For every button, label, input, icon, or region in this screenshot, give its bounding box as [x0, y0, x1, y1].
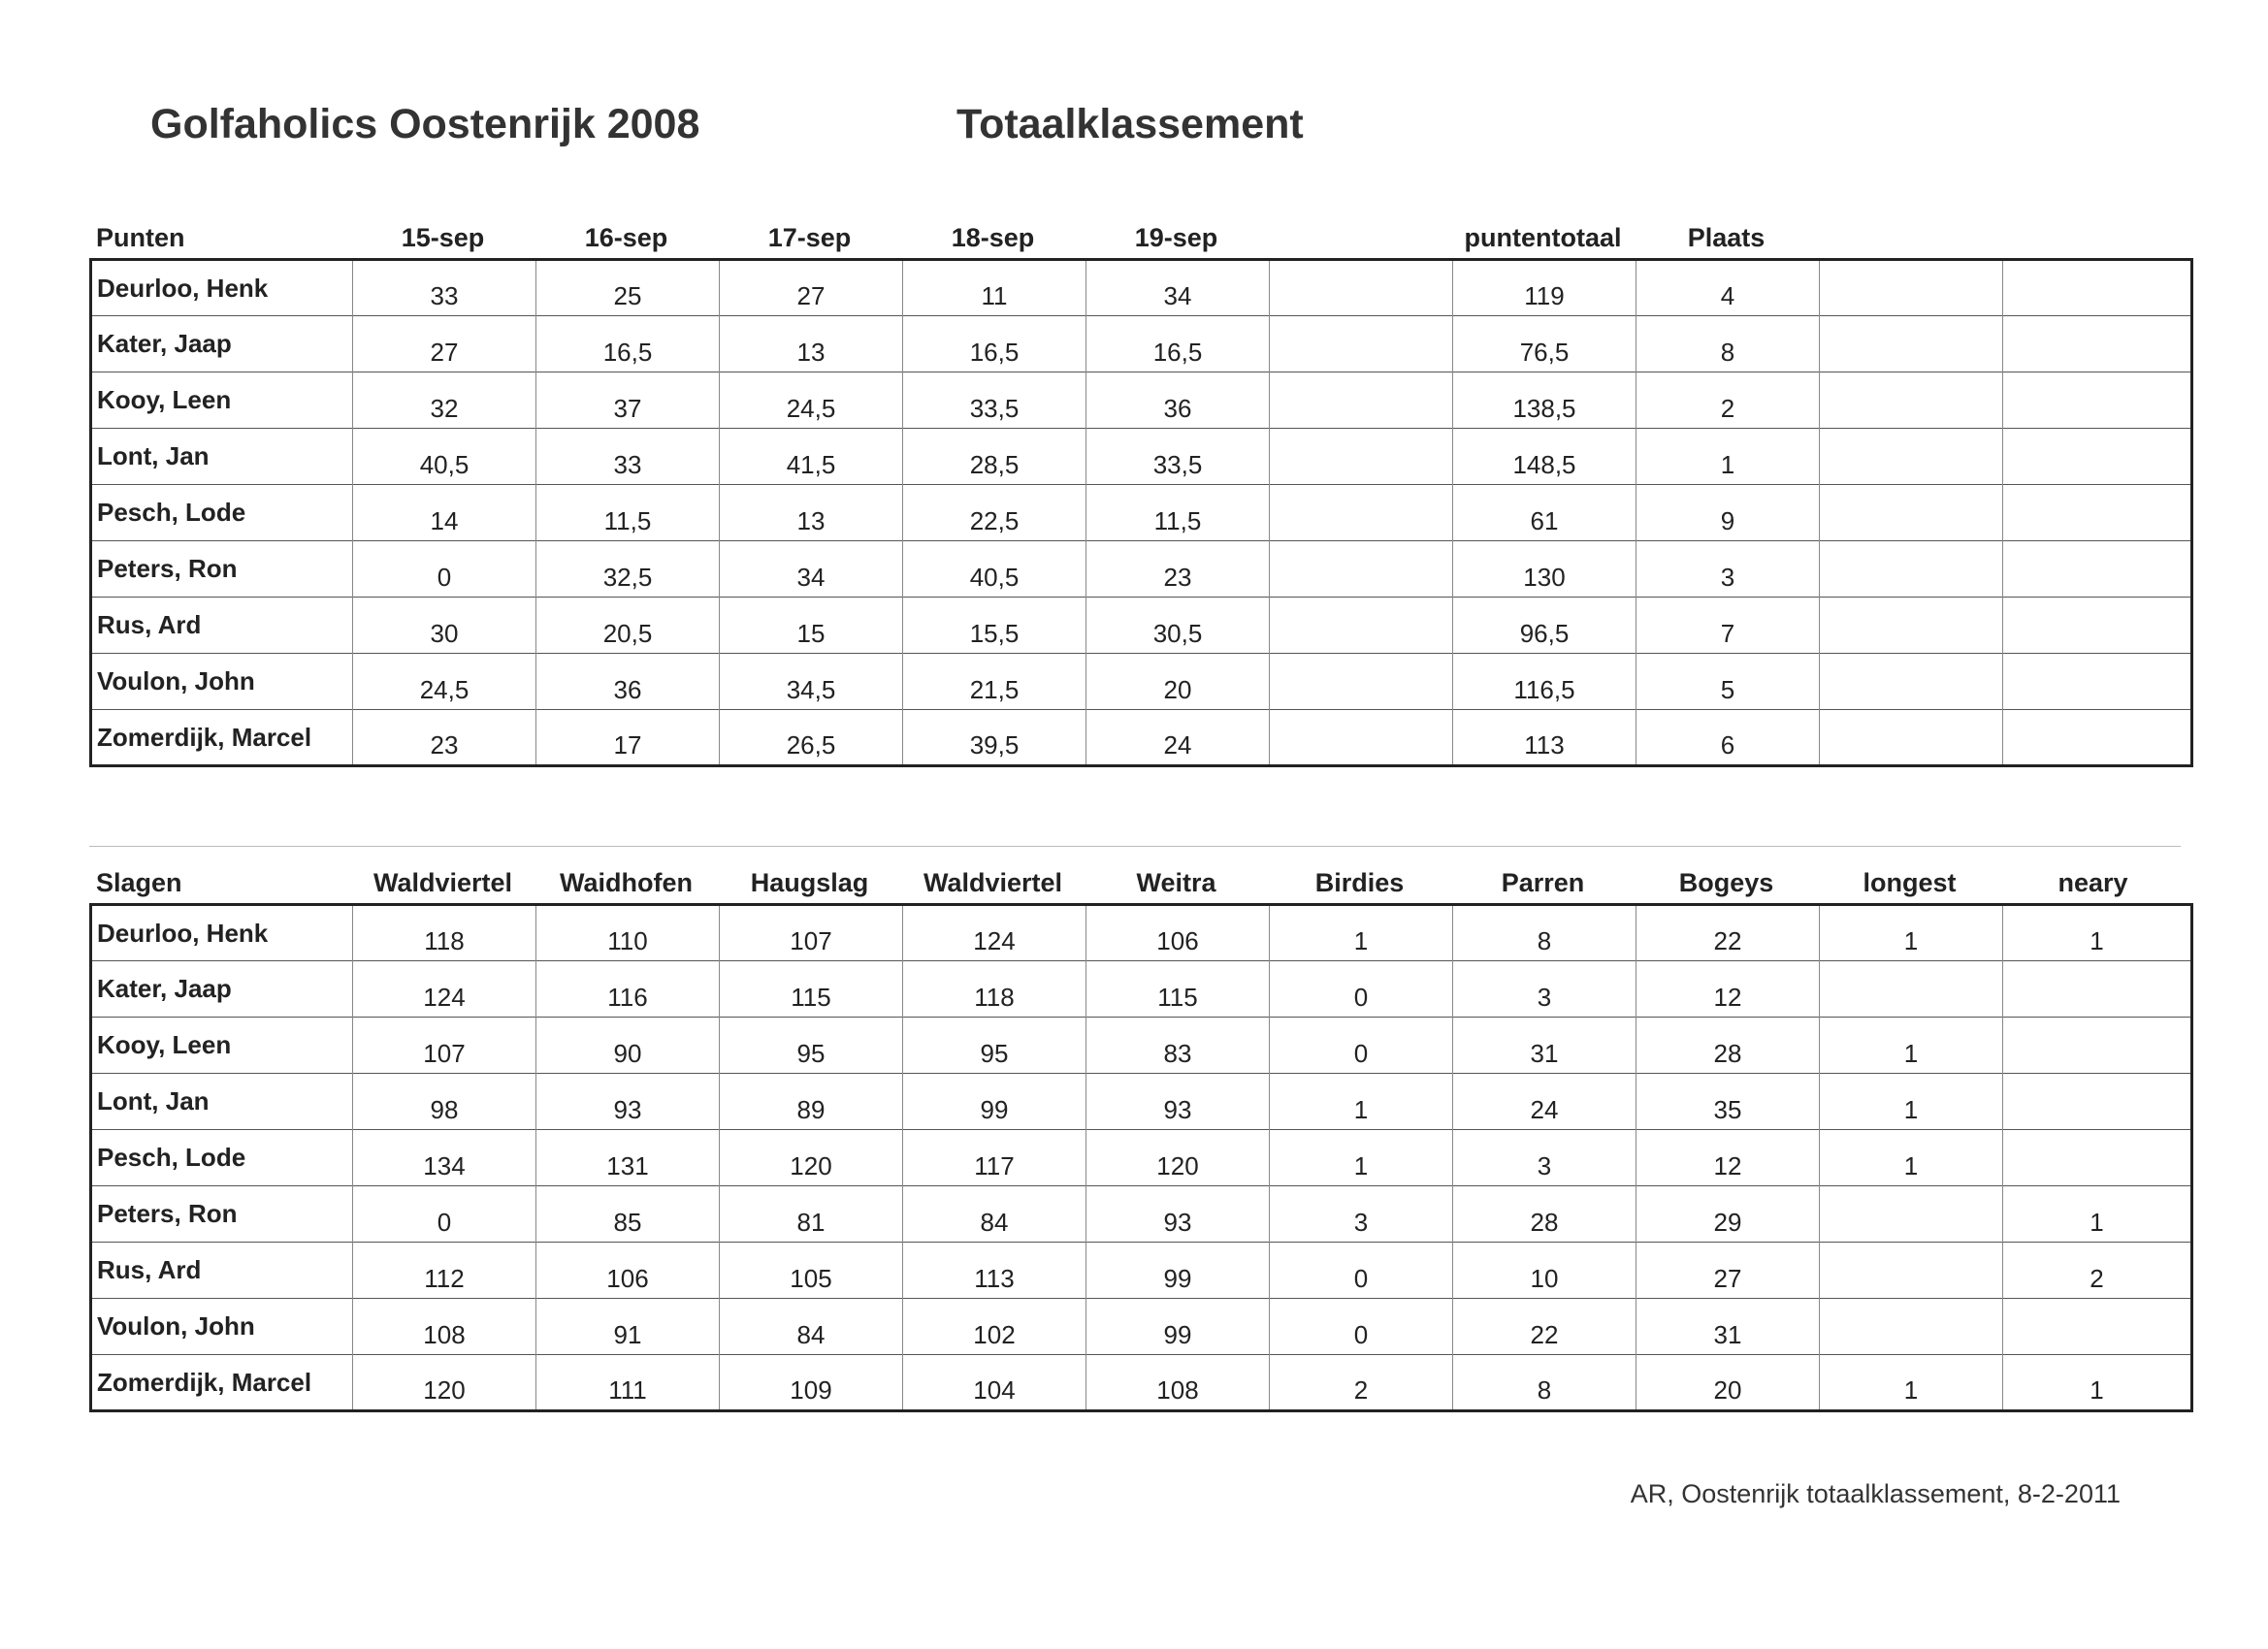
player-name-cell: Lont, Jan	[91, 429, 353, 485]
value-cell: 0	[1270, 1299, 1453, 1355]
value-cell: 93	[1086, 1186, 1270, 1243]
value-cell: 130	[1453, 541, 1636, 598]
value-cell: 112	[353, 1243, 536, 1299]
value-cell	[1270, 372, 1453, 429]
table-row	[91, 654, 2192, 710]
value-cell	[1820, 316, 2003, 372]
value-cell	[1820, 1186, 2003, 1243]
table-row	[91, 1074, 2192, 1130]
value-cell: 120	[1086, 1130, 1270, 1186]
value-cell	[2003, 316, 2192, 372]
punten-header-3: 17-sep	[767, 223, 852, 252]
value-cell: 91	[536, 1299, 720, 1355]
table-row	[91, 598, 2192, 654]
value-cell: 115	[720, 961, 903, 1018]
value-cell	[1820, 598, 2003, 654]
value-cell: 1	[2003, 1186, 2192, 1243]
value-cell	[1820, 485, 2003, 541]
value-cell: 13	[720, 485, 903, 541]
value-cell	[2003, 598, 2192, 654]
value-cell: 115	[1086, 961, 1270, 1018]
value-cell: 2	[1270, 1355, 1453, 1411]
value-cell: 12	[1636, 1130, 1820, 1186]
value-cell: 23	[1086, 541, 1270, 598]
value-cell: 1	[1820, 905, 2003, 961]
value-cell: 10	[1453, 1243, 1636, 1299]
player-name-cell: Kooy, Leen	[91, 1018, 353, 1074]
value-cell: 39,5	[903, 710, 1086, 766]
value-cell: 116	[536, 961, 720, 1018]
value-cell: 95	[720, 1018, 903, 1074]
value-cell	[2003, 260, 2192, 316]
value-cell	[2003, 541, 2192, 598]
value-cell: 1	[1270, 905, 1453, 961]
value-cell: 30	[353, 598, 536, 654]
value-cell	[1270, 654, 1453, 710]
value-cell: 2	[2003, 1243, 2192, 1299]
value-cell	[1820, 654, 2003, 710]
value-cell: 13	[720, 316, 903, 372]
player-name-cell: Zomerdijk, Marcel	[91, 710, 353, 766]
player-name-cell: Kooy, Leen	[91, 372, 353, 429]
value-cell	[2003, 1018, 2192, 1074]
value-cell: 106	[536, 1243, 720, 1299]
value-cell: 12	[1636, 961, 1820, 1018]
player-name-cell: Pesch, Lode	[91, 485, 353, 541]
value-cell: 24	[1453, 1074, 1636, 1130]
value-cell: 33	[353, 260, 536, 316]
player-name-cell: Pesch, Lode	[91, 1130, 353, 1186]
value-cell: 1	[2003, 905, 2192, 961]
value-cell: 105	[720, 1243, 903, 1299]
table-row	[91, 1299, 2192, 1355]
value-cell: 27	[720, 260, 903, 316]
value-cell: 131	[536, 1130, 720, 1186]
value-cell: 3	[1636, 541, 1820, 598]
value-cell: 1	[1820, 1130, 2003, 1186]
table-row	[91, 961, 2192, 1018]
punten-header-8: Plaats	[1687, 223, 1766, 252]
value-cell	[1820, 429, 2003, 485]
value-cell: 36	[1086, 372, 1270, 429]
value-cell: 26,5	[720, 710, 903, 766]
value-cell: 124	[353, 961, 536, 1018]
value-cell: 118	[903, 961, 1086, 1018]
value-cell: 20	[1086, 654, 1270, 710]
value-cell: 95	[903, 1018, 1086, 1074]
table-row	[91, 1355, 2192, 1411]
value-cell: 24,5	[720, 372, 903, 429]
punten-header-4: 18-sep	[951, 223, 1035, 252]
value-cell: 102	[903, 1299, 1086, 1355]
player-name-cell: Deurloo, Henk	[97, 273, 269, 303]
value-cell: 14	[353, 485, 536, 541]
value-cell: 134	[353, 1130, 536, 1186]
value-cell: 120	[353, 1355, 536, 1411]
value-cell: 28	[1636, 1018, 1820, 1074]
table-row	[91, 710, 2192, 766]
value-cell: 84	[720, 1299, 903, 1355]
value-cell: 4	[1636, 260, 1820, 316]
value-cell: 34	[720, 541, 903, 598]
value-cell: 0	[1270, 1018, 1453, 1074]
value-cell: 3	[1453, 1130, 1636, 1186]
table-row	[91, 260, 2192, 316]
value-cell: 111	[536, 1355, 720, 1411]
value-cell: 41,5	[720, 429, 903, 485]
section-divider	[89, 846, 2181, 847]
value-cell: 11,5	[1086, 485, 1270, 541]
punten-header-7: puntentotaal	[1464, 223, 1622, 252]
value-cell: 40,5	[353, 429, 536, 485]
value-cell: 124	[903, 905, 1086, 961]
value-cell: 22,5	[903, 485, 1086, 541]
value-cell: 34,5	[720, 654, 903, 710]
table-row	[91, 1243, 2192, 1299]
slagen-header-4: Waldviertel	[923, 868, 1063, 897]
value-cell	[1270, 316, 1453, 372]
value-cell: 21,5	[903, 654, 1086, 710]
value-cell: 0	[1270, 961, 1453, 1018]
value-cell: 37	[536, 372, 720, 429]
value-cell: 28,5	[903, 429, 1086, 485]
value-cell	[1270, 541, 1453, 598]
value-cell: 36	[536, 654, 720, 710]
value-cell: 113	[1453, 710, 1636, 766]
value-cell	[2003, 372, 2192, 429]
value-cell	[1820, 710, 2003, 766]
document-subtitle: Totaalklassement	[956, 101, 1304, 147]
value-cell	[1820, 961, 2003, 1018]
value-cell: 31	[1636, 1299, 1820, 1355]
slagen-header-7: Parren	[1501, 868, 1585, 897]
punten-header-0: Punten	[96, 223, 185, 252]
value-cell: 16,5	[903, 316, 1086, 372]
value-cell: 8	[1453, 905, 1636, 961]
value-cell: 148,5	[1453, 429, 1636, 485]
value-cell	[2003, 710, 2192, 766]
slagen-header-6: Birdies	[1314, 868, 1405, 897]
value-cell: 93	[1086, 1074, 1270, 1130]
player-name-cell: Peters, Ron	[91, 1186, 353, 1243]
value-cell	[1270, 598, 1453, 654]
player-name-cell: Voulon, John	[91, 1299, 353, 1355]
value-cell: 108	[353, 1299, 536, 1355]
value-cell: 1	[1636, 429, 1820, 485]
value-cell	[2003, 961, 2192, 1018]
value-cell: 0	[353, 541, 536, 598]
value-cell: 109	[720, 1355, 903, 1411]
value-cell	[1820, 260, 2003, 316]
value-cell: 90	[536, 1018, 720, 1074]
player-name-cell: Kater, Jaap	[91, 316, 353, 372]
value-cell: 1	[1820, 1355, 2003, 1411]
value-cell: 107	[353, 1018, 536, 1074]
slagen-header-2: Waidhofen	[560, 868, 693, 897]
value-cell: 32,5	[536, 541, 720, 598]
value-cell: 32	[353, 372, 536, 429]
value-cell: 93	[536, 1074, 720, 1130]
table-row	[91, 1018, 2192, 1074]
value-cell: 113	[903, 1243, 1086, 1299]
value-cell: 25	[536, 260, 720, 316]
value-cell: 3	[1453, 961, 1636, 1018]
punten-header-2: 16-sep	[584, 223, 668, 252]
value-cell: 27	[353, 316, 536, 372]
value-cell: 5	[1636, 654, 1820, 710]
value-cell: 1	[1820, 1074, 2003, 1130]
value-cell: 99	[1086, 1243, 1270, 1299]
value-cell: 24	[1086, 710, 1270, 766]
slagen-header-9: longest	[1863, 868, 1957, 897]
value-cell: 84	[903, 1186, 1086, 1243]
value-cell	[1270, 429, 1453, 485]
value-cell: 99	[903, 1074, 1086, 1130]
table-row	[91, 1186, 2192, 1243]
value-cell: 117	[903, 1130, 1086, 1186]
slagen-header-1: Waldviertel	[373, 868, 513, 897]
value-cell: 110	[536, 905, 720, 961]
value-cell	[1820, 1243, 2003, 1299]
value-cell: 33,5	[903, 372, 1086, 429]
value-cell: 15	[720, 598, 903, 654]
value-cell: 1	[1270, 1130, 1453, 1186]
player-name-cell: Zomerdijk, Marcel	[91, 1355, 353, 1411]
value-cell: 118	[353, 905, 536, 961]
value-cell: 33	[536, 429, 720, 485]
value-cell: 24,5	[353, 654, 536, 710]
value-cell: 0	[353, 1186, 536, 1243]
value-cell: 6	[1636, 710, 1820, 766]
value-cell: 11,5	[536, 485, 720, 541]
document-title: Golfaholics Oostenrijk 2008	[150, 101, 700, 147]
value-cell	[1270, 710, 1453, 766]
punten-header-1: 15-sep	[401, 223, 485, 252]
value-cell: 20,5	[536, 598, 720, 654]
table-row	[91, 905, 2192, 961]
value-cell: 40,5	[903, 541, 1086, 598]
value-cell	[1820, 372, 2003, 429]
player-name-cell: Voulon, John	[91, 654, 353, 710]
value-cell	[2003, 1299, 2192, 1355]
slagen-table	[89, 903, 2193, 1412]
player-name-cell: Rus, Ard	[91, 598, 353, 654]
value-cell	[2003, 654, 2192, 710]
value-cell: 116,5	[1453, 654, 1636, 710]
value-cell: 23	[353, 710, 536, 766]
value-cell: 35	[1636, 1074, 1820, 1130]
slagen-header-row	[89, 868, 2181, 907]
table-row	[91, 485, 2192, 541]
value-cell: 27	[1636, 1243, 1820, 1299]
value-cell: 20	[1636, 1355, 1820, 1411]
value-cell: 29	[1636, 1186, 1820, 1243]
value-cell	[1820, 1299, 2003, 1355]
value-cell: 22	[1636, 905, 1820, 961]
value-cell: 16,5	[536, 316, 720, 372]
value-cell: 2	[1636, 372, 1820, 429]
punten-header-row	[89, 223, 2181, 262]
value-cell: 1	[1820, 1018, 2003, 1074]
value-cell	[1820, 541, 2003, 598]
value-cell: 108	[1086, 1355, 1270, 1411]
value-cell: 1	[1270, 1074, 1453, 1130]
slagen-header-8: Bogeys	[1678, 868, 1774, 897]
value-cell: 106	[1086, 905, 1270, 961]
value-cell: 3	[1270, 1186, 1453, 1243]
value-cell: 1	[2003, 1355, 2192, 1411]
value-cell: 22	[1453, 1299, 1636, 1355]
value-cell	[2003, 485, 2192, 541]
value-cell: 15,5	[903, 598, 1086, 654]
value-cell: 28	[1453, 1186, 1636, 1243]
table-row	[91, 316, 2192, 372]
value-cell: 119	[1453, 260, 1636, 316]
value-cell: 120	[720, 1130, 903, 1186]
value-cell: 16,5	[1086, 316, 1270, 372]
slagen-header-5: Weitra	[1136, 868, 1216, 897]
value-cell: 89	[720, 1074, 903, 1130]
value-cell: 61	[1453, 485, 1636, 541]
value-cell: 9	[1636, 485, 1820, 541]
punten-table	[89, 258, 2193, 767]
table-row	[91, 1130, 2192, 1186]
value-cell	[2003, 1130, 2192, 1186]
value-cell: 34	[1086, 260, 1270, 316]
value-cell: 0	[1270, 1243, 1453, 1299]
table-row	[91, 429, 2192, 485]
player-name-cell: Lont, Jan	[91, 1074, 353, 1130]
value-cell: 11	[903, 260, 1086, 316]
value-cell: 30,5	[1086, 598, 1270, 654]
player-name-cell: Peters, Ron	[91, 541, 353, 598]
value-cell	[2003, 1074, 2192, 1130]
slagen-header-0: Slagen	[96, 868, 182, 897]
value-cell: 98	[353, 1074, 536, 1130]
value-cell: 83	[1086, 1018, 1270, 1074]
value-cell: 7	[1636, 598, 1820, 654]
footer-note: AR, Oostenrijk totaalklassement, 8-2-2011	[1630, 1479, 2121, 1508]
value-cell: 96,5	[1453, 598, 1636, 654]
table-row	[91, 372, 2192, 429]
value-cell: 8	[1453, 1355, 1636, 1411]
value-cell	[1270, 260, 1453, 316]
value-cell: 76,5	[1453, 316, 1636, 372]
value-cell: 31	[1453, 1018, 1636, 1074]
value-cell: 8	[1636, 316, 1820, 372]
value-cell: 99	[1086, 1299, 1270, 1355]
table-row	[91, 541, 2192, 598]
player-name-cell: Kater, Jaap	[91, 961, 353, 1018]
slagen-header-3: Haugslag	[750, 868, 869, 897]
value-cell	[1270, 485, 1453, 541]
punten-header-5: 19-sep	[1134, 223, 1218, 252]
value-cell: 107	[720, 905, 903, 961]
player-name-cell: Rus, Ard	[91, 1243, 353, 1299]
value-cell	[2003, 429, 2192, 485]
value-cell: 104	[903, 1355, 1086, 1411]
value-cell: 138,5	[1453, 372, 1636, 429]
value-cell: 33,5	[1086, 429, 1270, 485]
value-cell: 17	[536, 710, 720, 766]
slagen-header-10: neary	[2057, 868, 2128, 897]
value-cell: 81	[720, 1186, 903, 1243]
player-name-cell: Deurloo, Henk	[97, 918, 269, 948]
value-cell: 85	[536, 1186, 720, 1243]
